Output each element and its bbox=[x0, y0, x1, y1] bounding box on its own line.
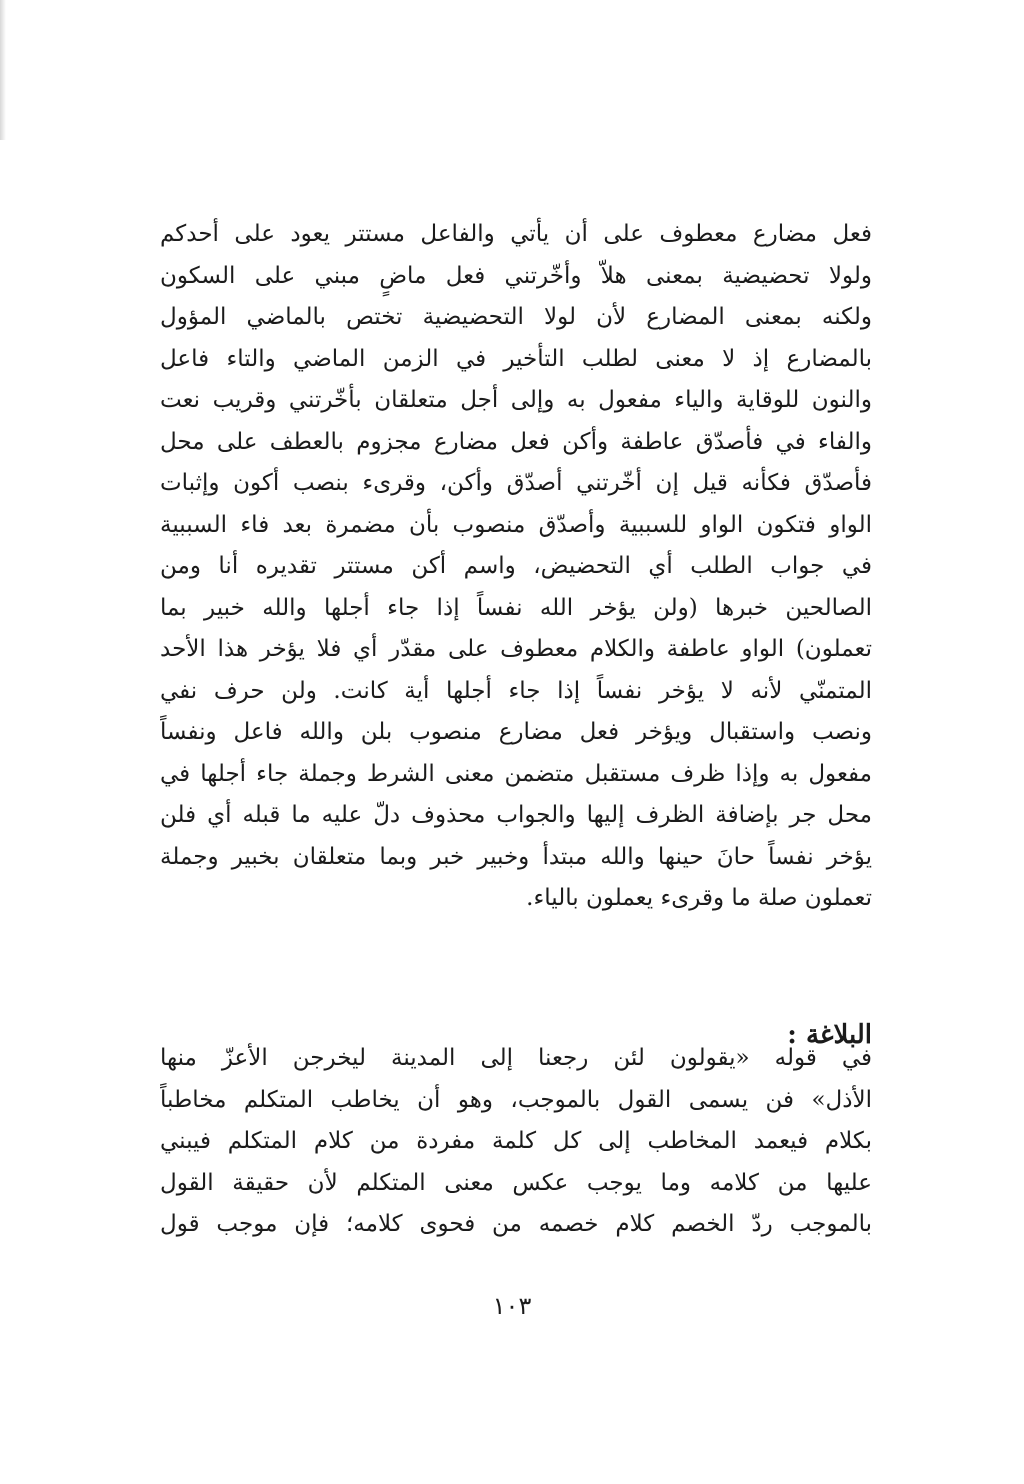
body-line-5: والنون للوقاية والياء مفعول به وإلى أجل متعلقان بأخّرتني وقريب نعت bbox=[160, 387, 872, 413]
balagha-section-title: البلاغة : bbox=[787, 1019, 872, 1050]
grammar-analysis-paragraph bbox=[160, 214, 872, 920]
scan-edge-shadow bbox=[0, 0, 6, 140]
body-line-1: فعل مضارع معطوف على أن يأتي والفاعل مستتر يعود على أحدكم bbox=[160, 221, 872, 247]
body-line-4: بالمضارع إذ لا معنى لطلب التأخير في الزمن الماضي والتاء فاعل bbox=[160, 345, 872, 372]
balagha-paragraph bbox=[160, 1038, 872, 1246]
body-line-3: ولكنه بمعنى المضارع لأن لولا التحضيضية تختص بالماضي المؤول bbox=[160, 304, 872, 330]
body-line-6: والفاء في فأصدّق عاطفة وأكن فعل مضارع مجزوم بالعطف على محل bbox=[160, 428, 872, 455]
body-line-15: محل جر بإضافة الظرف إليها والجواب محذوف دلّ عليه ما قبله أي فلن bbox=[160, 802, 872, 828]
section-line-3: بكلام فيعمد المخاطب إلى كل كلمة مفردة من كلام المتكلم فيبني bbox=[160, 1128, 872, 1154]
page-number: ١٠٣ bbox=[492, 1292, 532, 1320]
body-line-8: الواو فتكون الواو للسببية وأصدّق منصوب بأن مضمرة بعد فاء السببية bbox=[160, 511, 872, 538]
body-line-2: ولولا تحضيضية بمعنى هلاّ وأخّرتني فعل ماضٍ مبني على السكون bbox=[160, 262, 872, 289]
body-line-11: تعملون) الواو عاطفة والكلام معطوف على مقدّر أي فلا يؤخر هذا الأحد bbox=[160, 636, 872, 662]
body-line-17: تعملون صلة ما وقرىء يعملون بالياء. bbox=[526, 885, 872, 911]
body-line-9: في جواب الطلب أي التحضيض، واسم أكن مستتر تقديره أنا ومن bbox=[160, 553, 872, 579]
section-line-2: الأذل» فن يسمى القول بالموجب، وهو أن يخاطب المتكلم مخاطباً bbox=[160, 1086, 872, 1113]
section-line-5: بالموجب ردّ الخصم كلام خصمه من فحوى كلامه؛ فإن موجب قول bbox=[160, 1211, 872, 1237]
section-line-1: في قوله «يقولون لئن رجعنا إلى المدينة ليخرجن الأعزّ منها bbox=[160, 1045, 872, 1071]
body-line-16: يؤخر نفساً حانَ حينها والله مبتدأ وخبير خبر وبما متعلقان بخبير وجملة bbox=[160, 843, 872, 870]
section-line-4: عليها من كلامه وما يوجب عكس معنى المتكلم لأن حقيقة القول bbox=[160, 1169, 872, 1196]
body-line-14: مفعول به وإذا ظرف مستقبل متضمن معنى الشرط وجملة جاء أجلها في bbox=[160, 760, 872, 787]
body-line-12: المتمنّي لأنه لا يؤخر نفساً إذا جاء أجلها أية كانت. ولن حرف نفي bbox=[160, 677, 872, 704]
body-line-10: الصالحين خبرها (ولن يؤخر الله نفساً إذا جاء أجلها والله خبير بما bbox=[160, 594, 872, 621]
body-line-7: فأصدّق فكأنه قيل إن أخّرتني أصدّق وأكن، وقرىء بنصب أكون وإثبات bbox=[160, 470, 872, 496]
body-line-13: ونصب واستقبال ويؤخر فعل مضارع منصوب بلن والله فاعل ونفساً bbox=[160, 719, 872, 745]
